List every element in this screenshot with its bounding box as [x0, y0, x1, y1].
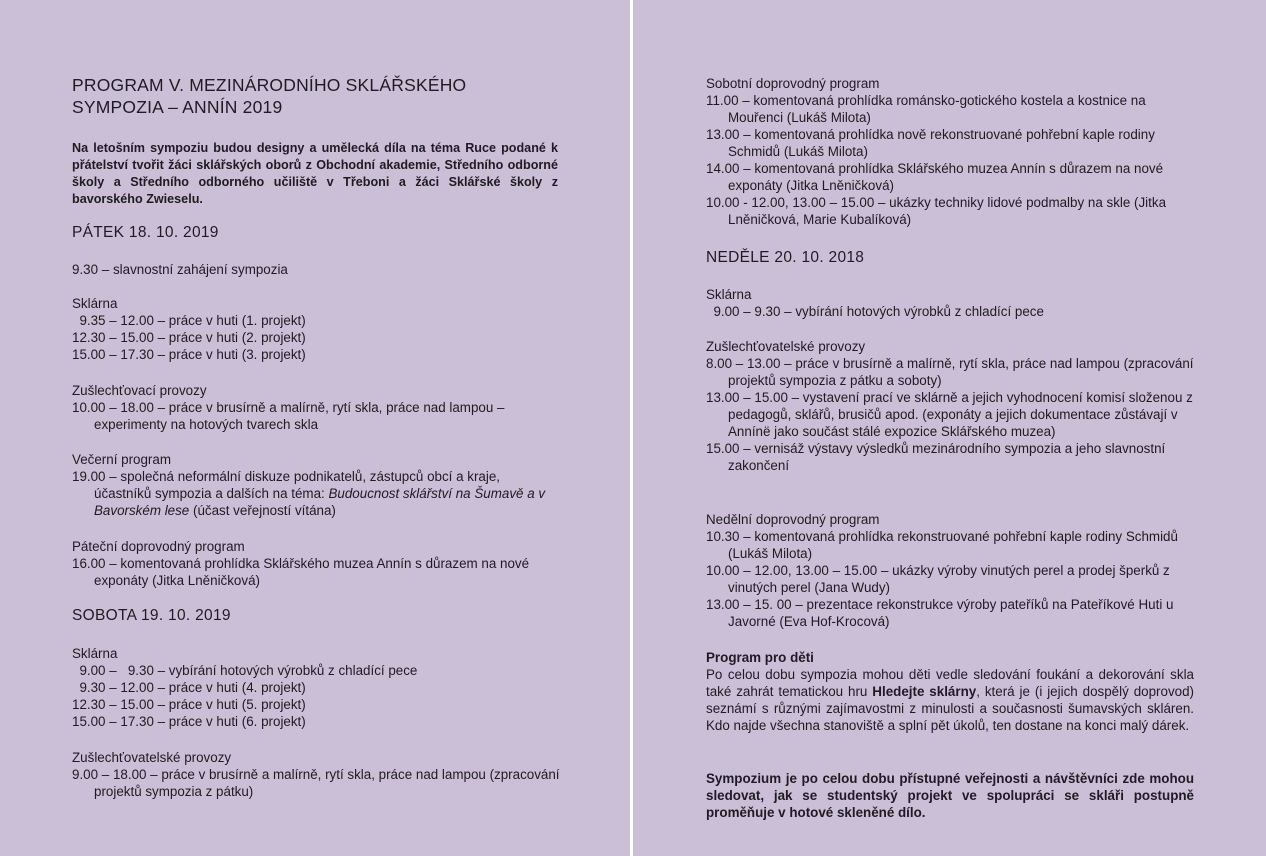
list-item: 15.00 – 17.30 – práce v huti (3. projekt): [72, 347, 306, 362]
section-title: Zušlechťovatelské provozy: [72, 750, 232, 765]
section-title: Sklárna: [72, 646, 118, 661]
kids-text-end: , která je (i jejich dospělý doprovod) seznámí s různými zajímavostmi z minulosti a současnosti šumavských skláren. Kdo najde všechna stanoviště a splní pět úkolů, ten dostane na konci malý dárek.: [706, 684, 1194, 733]
section-title: Páteční doprovodný program: [72, 539, 245, 554]
kids-text-start: Po celou dobu sympozia mohou děti vedle sledování foukání a dekorování skla také zahrát tematickou hru: [706, 667, 1194, 699]
saturday-doprovod-section: [706, 75, 1194, 228]
friday-sklarna-section: [72, 295, 560, 363]
list-item: 10.00 - 12.00, 13.00 – 15.00 – ukázky techniky lidové podmalby na skle (Jitka Lněničková, Marie Kubalíková): [706, 195, 1167, 227]
kids-program-section: [706, 649, 1194, 734]
section-title: Zušlechťovatelské provozy: [706, 339, 866, 354]
section-title: Sklárna: [72, 296, 118, 311]
friday-opening: [72, 261, 560, 278]
section-title: Večerní program: [72, 452, 171, 467]
saturday-sklarna-section: [72, 645, 560, 730]
evening-note: (účast veřejností vítána): [189, 503, 336, 518]
list-item: 9.00 – 18.00 – práce v brusírně a malírně, rytí skla, práce nad lampou (zpracování projektů sympozia z pátku): [72, 767, 560, 799]
friday-doprovod-section: [72, 538, 560, 589]
list-item: 11.00 – komentovaná prohlídka románsko-gotického kostela a kostnice na Mouřenci (Lukáš Milota): [706, 93, 1146, 125]
title-line-2: SYMPOZIA – ANNÍN 2019: [72, 97, 283, 117]
list-item: 8.00 – 13.00 – práce v brusírně a malírně, rytí skla, práce nad lampou (zpracování projektů sympozia z pátku a soboty): [706, 356, 1194, 388]
opening-line: 9.30 – slavnostní zahájení sympozia: [72, 262, 288, 277]
friday-vecerni-section: [72, 451, 560, 519]
list-item: 9.00 – 9.30 – vybírání hotových výrobků z chladící pece: [706, 304, 1044, 319]
list-item: 12.30 – 15.00 – práce v huti (2. projekt): [72, 330, 306, 345]
evening-topic: Budoucnost sklářství na Šumavě a v Bavorském lese: [94, 486, 546, 518]
sunday-sklarna-section: [706, 286, 1194, 320]
list-item: 14.00 – komentovaná prohlídka Sklářského muzea Annín s důrazem na nové exponáty (Jitka Lněničková): [706, 161, 1164, 193]
section-title: Program pro děti: [706, 650, 814, 665]
list-item: 13.00 – 15.00 – vystavení prací ve sklárně a jejich vyhodnocení komisí složenou z pedagogů, sklářů, brusičů apod. (exponáty a jejich dokumentace zůstávají v Annínë jako součást stálé expozice Sklářského muzea): [706, 390, 1193, 439]
section-title: Sklárna: [706, 287, 752, 302]
sunday-doprovod-section: [706, 511, 1194, 630]
friday-heading: PÁTEK 18. 10. 2019: [72, 224, 219, 241]
list-item: 12.30 – 15.00 – práce v huti (5. projekt): [72, 697, 306, 712]
list-item: 9.00 – 9.30 – vybírání hotových výrobků z chladící pece: [72, 663, 418, 678]
intro-paragraph: Na letošním sympoziu budou designy a umělecká díla na téma Ruce podané k přátelství tvořit žáci sklářských oborů z Obchodní akademie, Středního odborné školy a Středního odborného učiliště v Třeboni a žáci Sklářské školy z bavorského Zwieselu.: [72, 141, 558, 206]
list-item: 10.30 – komentovaná prohlídka rekonstruované pohřební kaple rodiny Schmidů (Lukáš Milota): [706, 529, 1178, 561]
list-item: 9.35 – 12.00 – práce v huti (1. projekt): [72, 313, 306, 328]
list-item: 13.00 – 15. 00 – prezentace rekonstrukce výroby pateříků na Pateříkové Huti u Javorné (Eva Hof-Krocová): [706, 597, 1174, 629]
closing-note: Sympozium je po celou dobu přístupné veřejnosti a návštěvníci zde mohou sledovat, jak se studentský projekt ve spolupráci se skláři postupně proměňuje v hotové skleněné dílo.: [706, 771, 1194, 820]
list-item: 16.00 – komentovaná prohlídka Sklářského muzea Annín s důrazem na nové exponáty (Jitka Lněničková): [72, 556, 530, 588]
section-title: Sobotní doprovodný program: [706, 76, 880, 91]
section-title: Zušlechťovací provozy: [72, 383, 207, 398]
page-divider: [630, 0, 633, 856]
list-item: 10.00 – 18.00 – práce v brusírně a malírně, rytí skla, práce nad lampou – experimenty na hotových tvarech skla: [72, 400, 505, 432]
saturday-provozy-section: [72, 749, 560, 800]
section-title: Nedělní doprovodný program: [706, 512, 880, 527]
evening-text: 19.00 – společná neformální diskuze podnikatelů, zástupců obcí a kraje, účastníků sympozia a dalších na téma:: [72, 469, 501, 501]
game-name: Hledejte sklárny: [872, 684, 977, 699]
list-item: 9.30 – 12.00 – práce v huti (4. projekt): [72, 680, 306, 695]
saturday-heading: SOBOTA 19. 10. 2019: [72, 607, 231, 624]
kids-text: [706, 666, 1194, 734]
list-item: 15.00 – vernisáž výstavy výsledků mezinárodního sympozia a jeho slavnostní zakončení: [706, 441, 1166, 473]
program-title: [72, 74, 542, 118]
list-item: [72, 468, 560, 519]
sunday-heading: NEDĚLE 20. 10. 2018: [706, 249, 865, 266]
list-item: 15.00 – 17.30 – práce v huti (6. projekt): [72, 714, 306, 729]
list-item: 13.00 – komentovaná prohlídka nově rekonstruované pohřební kaple rodiny Schmidů (Lukáš Milota): [706, 127, 1155, 159]
friday-provozy-section: [72, 382, 560, 433]
title-line-1: PROGRAM V. MEZINÁRODNÍHO SKLÁŘSKÉHO: [72, 75, 467, 95]
sunday-provozy-section: [706, 338, 1194, 474]
list-item: 10.00 – 12.00, 13.00 – 15.00 – ukázky výroby vinutých perel a prodej šperků z vinutých perel (Jana Wudy): [706, 563, 1170, 595]
